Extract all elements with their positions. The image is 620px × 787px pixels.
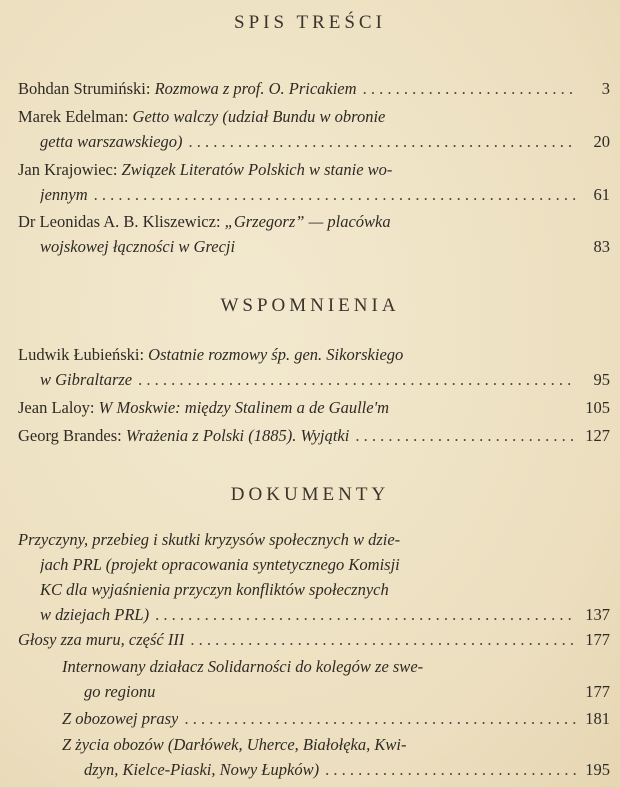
entry-title: Internowany działacz Solidarności do kolegów ze swe- <box>62 657 424 676</box>
toc-entry <box>18 209 610 259</box>
section-heading-documents: DOKUMENTY <box>230 484 390 505</box>
dot-leader <box>138 367 576 392</box>
entry-title-cont: dzyn, Kielce-Piaski, Nowy Łupków) <box>84 760 320 779</box>
toc-entry <box>18 423 610 448</box>
dot-leader <box>190 627 576 652</box>
entry-title: Rozmowa z prof. O. Pricakiem <box>154 79 357 98</box>
entry-title-cont: wojskowej łączności w Grecji <box>40 237 236 256</box>
entry-title: Przyczyny, przebieg i skutki kryzysów społecznych w dzie- <box>18 530 401 549</box>
entry-page: 181 <box>585 709 610 728</box>
entry-title: Z życia obozów (Darłówek, Uherce, Białołęka, Kwi- <box>62 735 407 754</box>
entry-title-cont: jennym <box>40 185 88 204</box>
toc-entry <box>18 104 610 154</box>
toc-entry <box>18 342 610 392</box>
entry-author: Dr Leonidas A. B. Kliszewicz: <box>18 212 221 231</box>
entry-author: Jean Laloy: <box>18 398 95 417</box>
entry-title: Wrażenia z Polski (1885). Wyjątki <box>125 426 350 445</box>
entry-page: 83 <box>593 237 610 256</box>
toc-subentry <box>62 654 610 704</box>
entry-title-cont: go regionu <box>84 682 156 701</box>
dot-leader <box>184 706 576 731</box>
entry-page: 3 <box>601 79 610 98</box>
dot-leader <box>355 423 576 448</box>
toc-entry <box>18 527 610 627</box>
entry-title: „Grzegorz” — placówka <box>224 212 391 231</box>
entry-title: W Moskwie: między Stalinem a de Gaulle'm <box>98 398 390 417</box>
entry-title: Głosy zza muru, część III <box>18 630 185 649</box>
dot-leader <box>363 76 576 101</box>
entry-page: 105 <box>585 398 610 417</box>
toc-entry <box>18 76 610 101</box>
entry-page: 127 <box>585 426 610 445</box>
entry-author: Jan Krajowiec: <box>18 160 118 179</box>
entry-title-cont: w dziejach PRL) <box>40 605 150 624</box>
dot-leader <box>325 757 576 782</box>
entry-page: 195 <box>585 760 610 779</box>
entry-title: Ostatnie rozmowy śp. gen. Sikorskiego <box>148 345 404 364</box>
dot-leader <box>94 182 576 207</box>
entry-author: Ludwik Łubieński: <box>18 345 145 364</box>
dot-leader <box>155 602 576 627</box>
entry-page: 177 <box>585 682 610 701</box>
toc-entry <box>18 395 610 420</box>
entry-author: Georg Brandes: <box>18 426 122 445</box>
toc-subentry <box>62 732 610 782</box>
entry-title-cont: jach PRL (projekt opracowania syntetycznego Komisji <box>40 555 400 574</box>
entry-title: Związek Literatów Polskich w stanie wo- <box>121 160 393 179</box>
entry-page: 137 <box>585 605 610 624</box>
entry-page: 61 <box>593 185 610 204</box>
entry-title-cont: getta warszawskiego) <box>40 132 183 151</box>
entry-title-cont: KC dla wyjaśnienia przyczyn konfliktów społecznych <box>40 580 389 599</box>
entry-title: Z obozowej prasy <box>62 709 179 728</box>
section-heading-contents: SPIS TREŚCI <box>234 12 386 33</box>
entry-page: 20 <box>593 132 610 151</box>
entry-title: Getto walczy (udział Bundu w obronie <box>132 107 386 126</box>
toc-entry <box>18 627 610 652</box>
toc-entry <box>18 157 610 207</box>
entry-page: 95 <box>593 370 610 389</box>
entry-page: 177 <box>585 630 610 649</box>
entry-title-cont: w Gibraltarze <box>40 370 133 389</box>
dot-leader <box>189 129 576 154</box>
entry-author: Marek Edelman: <box>18 107 129 126</box>
section-heading-memoirs: WSPOMNIENIA <box>220 295 400 316</box>
entry-author: Bohdan Strumiński: <box>18 79 151 98</box>
toc-subentry <box>62 706 610 731</box>
